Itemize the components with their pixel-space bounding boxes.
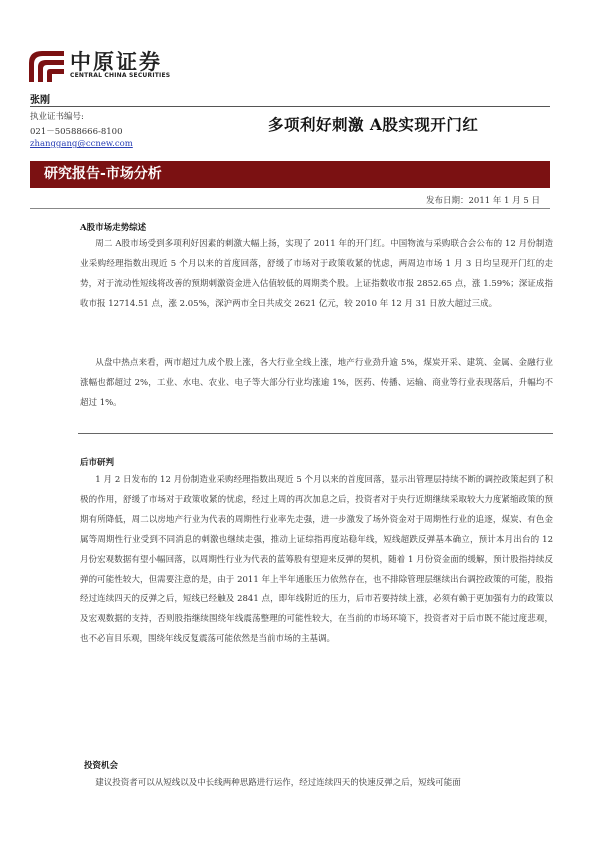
paragraph-hotspots: 从盘中热点来看，两市超过九成个股上涨，各大行业全线上涨，地产行业劲升逾 5%，煤炭开采、建筑、金属、金融行业涨幅也都超过 2%，工业、水电、农业、电子等大部分行业均涨逾 1%，医药、传播、运输、商业等行业表现落后，升幅均不超过 1%。: [80, 358, 553, 408]
author-name: 张刚: [30, 95, 50, 106]
section-heading-opportunities: 投资机会: [84, 761, 119, 771]
author-cert-label: 执业证书编号:: [30, 112, 84, 122]
section-divider: [78, 433, 553, 434]
paragraph-outlook: 1 月 2 日发布的 12 月份制造业采购经理指数出现近 5 个月以来的首度回落，显示出管理层持续不断的调控政策起到了积极的作用，舒缓了市场对于政策收紧的忧虑，经过上周的再次加息之后，投资者对于央行近期继续采取较大力度紧缩政策的预期有所降低，周二以房地产行业为代表的周期性行业率先走强，进一步激发了场外资金对于周期性行业的追逐，煤炭、有色金属等周期性行业受到不同消息的刺激也继续走强，推动上证综指再度站稳年线，短线超跌反弹基本确立，预计本月出台的 12 月份宏观数据有望小幅回落，以周期性行业为代表的蓝筹股有望迎来反弹的契机，随着 1 月份资金面的缓解，预计股指持续反弹的可能性较大，但需要注意的是，由于 2011 年上半年通胀压力依然存在，也不排除管理层继续出台调控政策的可能，股指经过连续四天的反弹之后，短线已经触及 2841 点，即年线附近的压力，后市若要持续上涨，必须有赖于更加强有力的政策以及宏观数据的支持，否则股指继续围绕年线震荡整理的可能性较大，在当前的市场环境下，投资者对于后市既不能过度悲观，也不必盲目乐观，围绕年线反复震荡可能依然是当前市场的主基调。: [80, 475, 553, 645]
logo-name-cn: 中原证券: [70, 50, 162, 74]
author-phone: 021－50588666-8100: [30, 127, 123, 137]
report-title: 多项利好刺激 A股实现开门红: [268, 115, 479, 134]
author-email-link[interactable]: zhanggang@ccnew.com: [30, 139, 133, 149]
logo-name-en: CENTRAL CHINA SECURITIES: [70, 72, 171, 79]
logo-mark-icon: [26, 48, 64, 82]
company-logo: [26, 48, 186, 82]
paragraph-opportunities: 建议投资者可以从短线以及中长线两种思路进行运作，经过连续四天的快速反弹之后，短线可能面: [95, 778, 461, 788]
paragraph-market-review: 周二 A股市场受到多项利好因素的刺激大幅上扬，实现了 2011 年的开门红。中国物流与采购联合会公布的 12 月份制造业采购经理指数出现近 5 个月以来的首度回落，舒缓了市场对于政策收紧的忧虑，两周边市场 1 月 3 日均呈现开门红的走势，对于流动性短线将改善的预期刺激资金进入估值较低的周期类个股。上证指数收市报 2852.65 点，涨 1.59%；深证成指收市报 12714.51 点，涨 2.05%，深沪两市全日共成交 2621 亿元，较 2010 年 12 月 31 日放大超过三成。: [80, 239, 553, 309]
publish-date: 发布日期：2011 年 1 月 5 日: [426, 196, 540, 206]
report-category-banner: 研究报告-市场分析: [30, 161, 550, 188]
section-heading-outlook: 后市研判: [80, 458, 115, 468]
section-heading-market-review: A股市场走势综述: [80, 223, 147, 233]
author-divider: [30, 106, 550, 107]
date-divider: [30, 208, 550, 209]
